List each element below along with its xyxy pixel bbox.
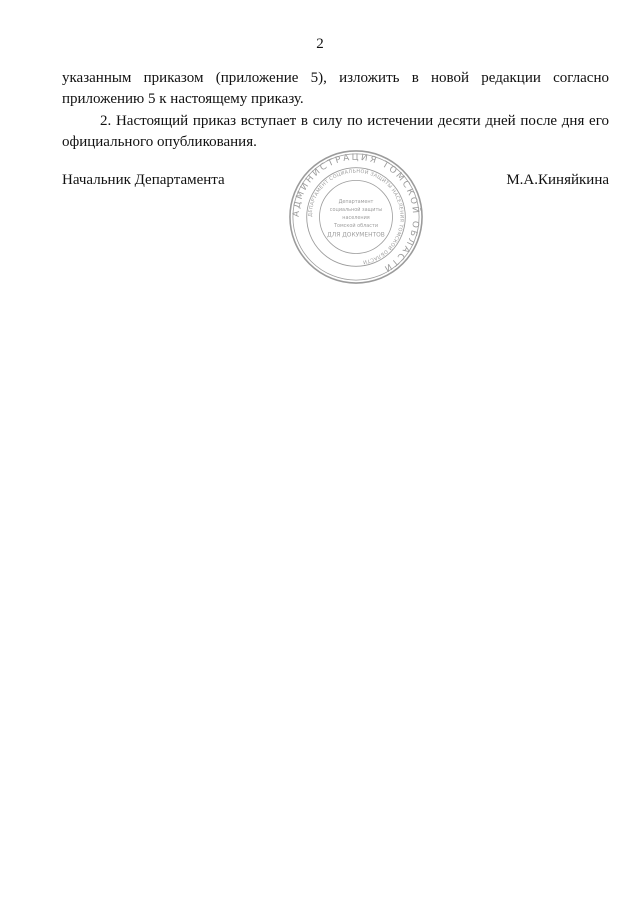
seal-middle-text: ДЕПАРТАМЕНТ СОЦИАЛЬНОЙ ЗАЩИТЫ НАСЕЛЕНИЯ ТОМСКОЙ ОБЛАСТИ — [307, 168, 405, 265]
seal-center-line-5: ДЛЯ ДОКУМЕНТОВ — [327, 232, 385, 239]
seal-center-line-1: Департамент — [338, 199, 374, 206]
official-seal — [287, 148, 425, 286]
paragraph-2-line-2: официального опубликования. — [62, 134, 257, 150]
signature-block — [62, 172, 609, 194]
signatory-position: Начальник Департамента — [62, 172, 225, 188]
paragraph-2 — [62, 111, 609, 153]
seal-center-line-4: Томской области — [333, 222, 379, 229]
seal-center-line-2: социальной защиты — [329, 207, 383, 214]
paragraph-1-line-1: указанным приказом (приложение 5), изложить в новой редакции согласно — [62, 70, 609, 86]
seal-graphic — [287, 148, 425, 286]
signatory-name: М.А.Киняйкина — [506, 172, 609, 188]
paragraph-2-line-1: 2. Настоящий приказ вступает в силу по истечении десяти дней после дня его — [100, 113, 609, 129]
seal-outer-text: АДМИНИСТРАЦИЯ ТОМСКОЙ ОБЛАСТИ — [291, 152, 421, 275]
paragraph-1 — [62, 68, 609, 110]
page-number: 2 — [316, 36, 324, 52]
seal-center-line-3: населения — [342, 214, 370, 221]
paragraph-1-line-2: приложению 5 к настоящему приказу. — [62, 91, 304, 107]
